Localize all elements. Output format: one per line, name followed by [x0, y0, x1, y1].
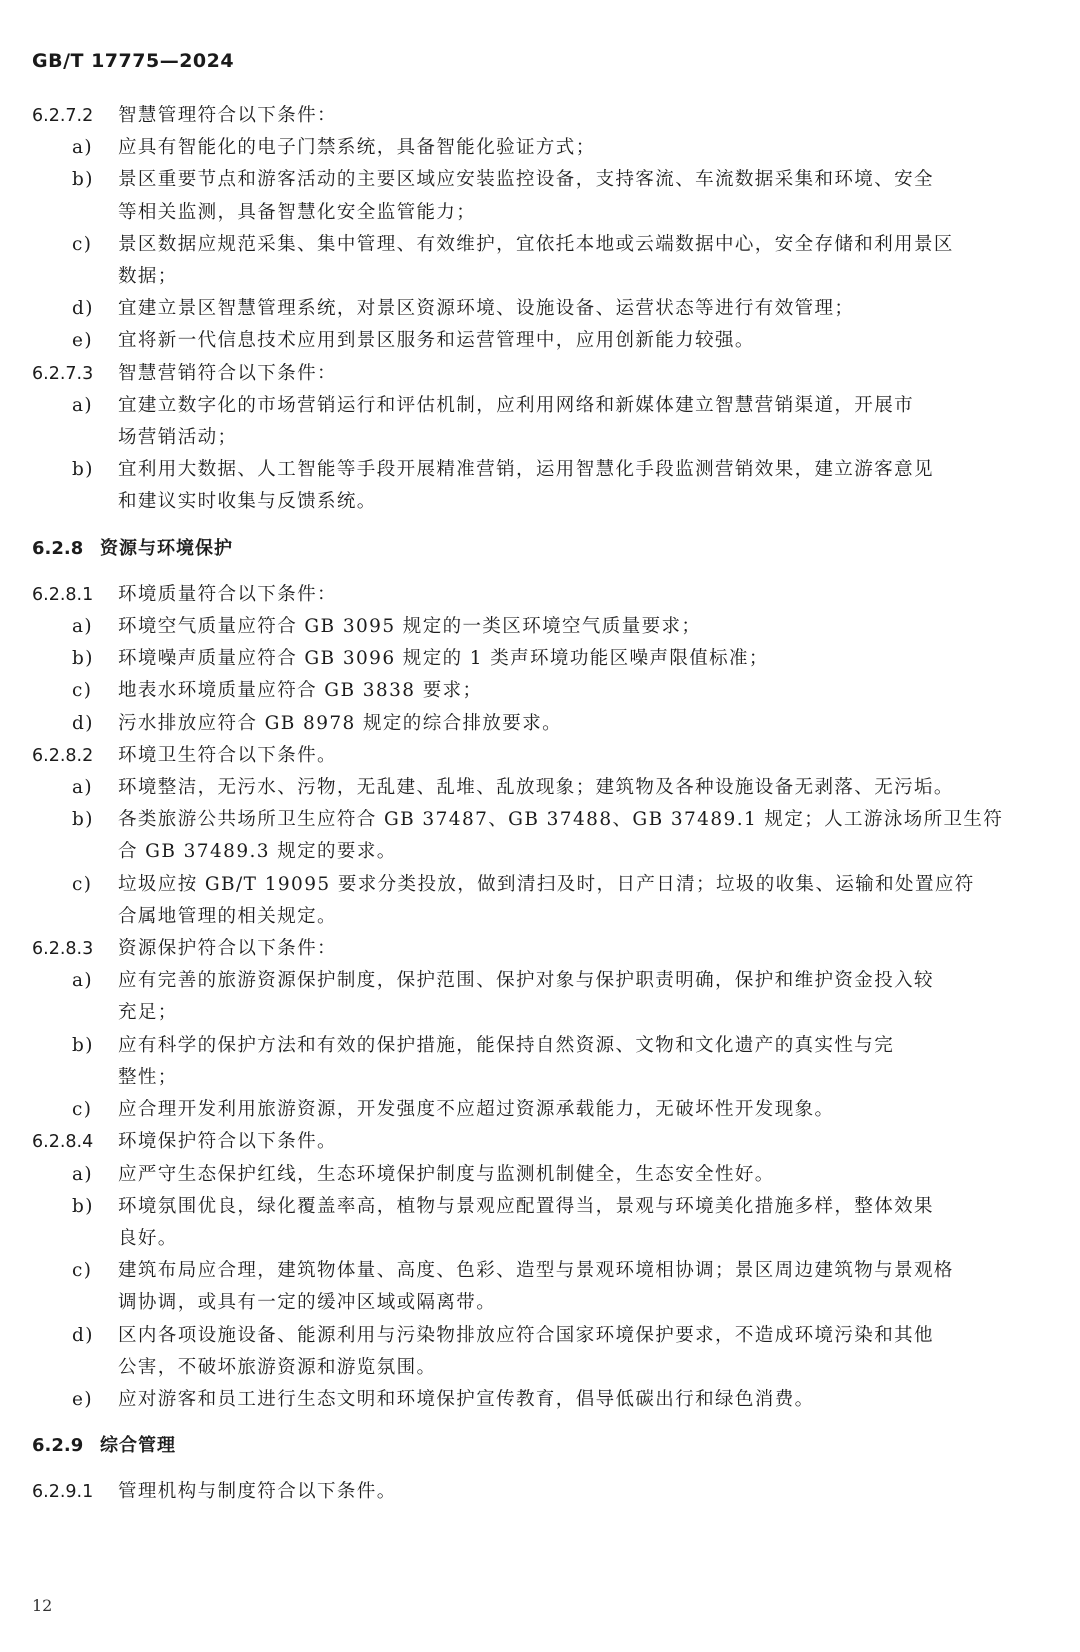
item-text: 宜建立景区智慧管理系统，对景区资源环境、设施设备、运营状态等进行有效管理；: [118, 298, 855, 320]
clause-number: 6.2.9.1: [32, 1482, 94, 1503]
item-marker: b): [72, 1195, 94, 1217]
item-text: 建筑布局应合理，建筑物体量、高度、色彩、造型与景观环境相协调；景区周边建筑物与景观格: [118, 1260, 954, 1282]
list-item: [32, 1030, 1042, 1062]
item-text: 应合理开发利用旅游资源，开发强度不应超过资源承载能力，无破坏性开发现象。: [118, 1099, 835, 1121]
clause-heading: [32, 100, 1042, 132]
item-text: 环境空气质量应符合 GB 3095 规定的一类区环境空气质量要求；: [118, 616, 702, 638]
item-marker: e): [72, 330, 93, 352]
clause-title: 环境卫生符合以下条件。: [118, 744, 337, 766]
section-title: 综合管理: [100, 1435, 176, 1457]
item-marker: a): [72, 137, 94, 159]
item-continuation: 合 GB 37489.3 规定的要求。: [118, 841, 397, 863]
list-item: [32, 390, 1042, 422]
item-continuation: 合属地管理的相关规定。: [118, 905, 337, 927]
item-marker: c): [72, 680, 93, 702]
item-continuation: 调协调，或具有一定的缓冲区域或隔离带。: [118, 1292, 497, 1314]
item-marker: a): [72, 777, 94, 799]
clause-heading: [32, 358, 1042, 390]
item-marker: a): [72, 394, 94, 416]
section-number: 6.2.8: [32, 537, 84, 559]
clause-heading: [32, 933, 1042, 965]
item-text: 应具有智能化的电子门禁系统，具备智能化验证方式；: [118, 137, 596, 159]
item-marker: d): [72, 1324, 94, 1346]
clause-title: 智慧营销符合以下条件：: [118, 362, 337, 384]
clause-number: 6.2.8.4: [32, 1132, 94, 1153]
item-text: 景区重要节点和游客活动的主要区域应安装监控设备，支持客流、车流数据采集和环境、安全: [118, 169, 934, 191]
item-marker: a): [72, 1163, 94, 1185]
page-number: 12: [32, 1596, 53, 1615]
item-text: 环境整洁，无污水、污物，无乱建、乱堆、乱放现象；建筑物及各种设施设备无剥落、无污垢。: [118, 777, 954, 799]
list-item: [32, 132, 1042, 164]
clause-title: 环境保护符合以下条件。: [118, 1131, 337, 1153]
item-text: 应严守生态保护红线，生态环境保护制度与监测机制健全，生态安全性好。: [118, 1163, 775, 1185]
clause-heading: [32, 1126, 1042, 1158]
list-item: [32, 229, 1042, 261]
list-item: [32, 772, 1042, 804]
item-text: 区内各项设施设备、能源利用与污染物排放应符合国家环境保护要求，不造成环境污染和其他: [118, 1324, 934, 1346]
list-item: [32, 1159, 1042, 1191]
document-body: [32, 100, 1042, 1509]
clause-number: 6.2.8.2: [32, 745, 94, 766]
item-text: 应有科学的保护方法和有效的保护措施，能保持自然资源、文物和文化遗产的真实性与完: [118, 1034, 895, 1056]
section-title: 资源与环境保护: [100, 537, 233, 559]
item-continuation: 等相关监测，具备智慧化安全监管能力；: [118, 201, 477, 223]
item-text: 宜建立数字化的市场营销运行和评估机制，应利用网络和新媒体建立智慧营销渠道，开展市: [118, 394, 915, 416]
item-continuation: 充足；: [118, 1002, 178, 1024]
item-continuation: 数据；: [118, 266, 178, 288]
item-marker: a): [72, 616, 94, 638]
item-marker: c): [72, 1260, 93, 1282]
item-marker: b): [72, 459, 94, 481]
list-item: [32, 869, 1042, 901]
item-text: 宜将新一代信息技术应用到景区服务和运营管理中，应用创新能力较强。: [118, 330, 755, 352]
section-number: 6.2.9: [32, 1435, 84, 1457]
clause-number: 6.2.8.3: [32, 939, 94, 960]
item-continuation: 良好。: [118, 1227, 178, 1249]
clause-heading: [32, 740, 1042, 772]
item-marker: b): [72, 1034, 94, 1056]
list-item: [32, 325, 1042, 357]
item-marker: e): [72, 1388, 93, 1410]
item-marker: b): [72, 648, 94, 670]
section-heading: [32, 1430, 1042, 1462]
item-continuation: 公害，不破坏旅游资源和游览氛围。: [118, 1356, 437, 1378]
clause-heading: [32, 579, 1042, 611]
list-item: [32, 965, 1042, 997]
section-heading: [32, 533, 1042, 565]
item-text: 应对游客和员工进行生态文明和环境保护宣传教育，倡导低碳出行和绿色消费。: [118, 1388, 815, 1410]
item-text: 各类旅游公共场所卫生应符合 GB 37487、GB 37488、GB 37489.1 规定；人工游泳场所卫生符: [118, 809, 1004, 831]
item-text: 地表水环境质量应符合 GB 3838 要求；: [118, 680, 483, 702]
item-marker: b): [72, 809, 94, 831]
clause-title: 管理机构与制度符合以下条件。: [118, 1481, 397, 1503]
list-item: [32, 293, 1042, 325]
item-continuation: 和建议实时收集与反馈系统。: [118, 491, 377, 513]
clause-number: 6.2.7.2: [32, 106, 94, 126]
list-item: [32, 1320, 1042, 1352]
standard-header: GB/T 17775—2024: [32, 50, 235, 72]
list-item: [32, 804, 1042, 836]
item-text: 应有完善的旅游资源保护制度，保护范围、保护对象与保护职责明确，保护和维护资金投入较: [118, 970, 934, 992]
item-marker: c): [72, 1099, 93, 1121]
list-item: [32, 454, 1042, 486]
list-item: [32, 643, 1042, 675]
clause-title: 资源保护符合以下条件：: [118, 938, 337, 960]
list-item: [32, 611, 1042, 643]
item-text: 景区数据应规范采集、集中管理、有效维护，宜依托本地或云端数据中心，安全存储和利用景区: [118, 233, 954, 255]
item-marker: c): [72, 873, 93, 895]
item-marker: d): [72, 712, 94, 734]
list-item: [32, 164, 1042, 196]
item-text: 环境噪声质量应符合 GB 3096 规定的 1 类声环境功能区噪声限值标准；: [118, 648, 769, 670]
list-item: [32, 708, 1042, 740]
item-marker: d): [72, 298, 94, 320]
item-marker: b): [72, 169, 94, 191]
clause-number: 6.2.7.3: [32, 363, 94, 384]
list-item: [32, 1191, 1042, 1223]
list-item: [32, 675, 1042, 707]
clause-title: 环境质量符合以下条件：: [118, 583, 337, 605]
item-text: 污水排放应符合 GB 8978 规定的综合排放要求。: [118, 712, 562, 734]
item-text: 宜利用大数据、人工智能等手段开展精准营销，运用智慧化手段监测营销效果，建立游客意见: [118, 459, 934, 481]
clause-number: 6.2.8.1: [32, 584, 94, 605]
item-text: 垃圾应按 GB/T 19095 要求分类投放，做到清扫及时，日产日清；垃圾的收集、运输和处置应符: [118, 873, 975, 895]
list-item: [32, 1384, 1042, 1416]
item-text: 环境氛围优良，绿化覆盖率高，植物与景观应配置得当，景观与环境美化措施多样，整体效果: [118, 1195, 934, 1217]
clause-title: 智慧管理符合以下条件：: [118, 105, 337, 126]
item-marker: a): [72, 970, 94, 992]
list-item: [32, 1255, 1042, 1287]
item-continuation: 场营销活动；: [118, 427, 238, 449]
list-item: [32, 1094, 1042, 1126]
item-marker: c): [72, 233, 93, 255]
clause-heading: [32, 1476, 1042, 1508]
item-continuation: 整性；: [118, 1066, 178, 1088]
